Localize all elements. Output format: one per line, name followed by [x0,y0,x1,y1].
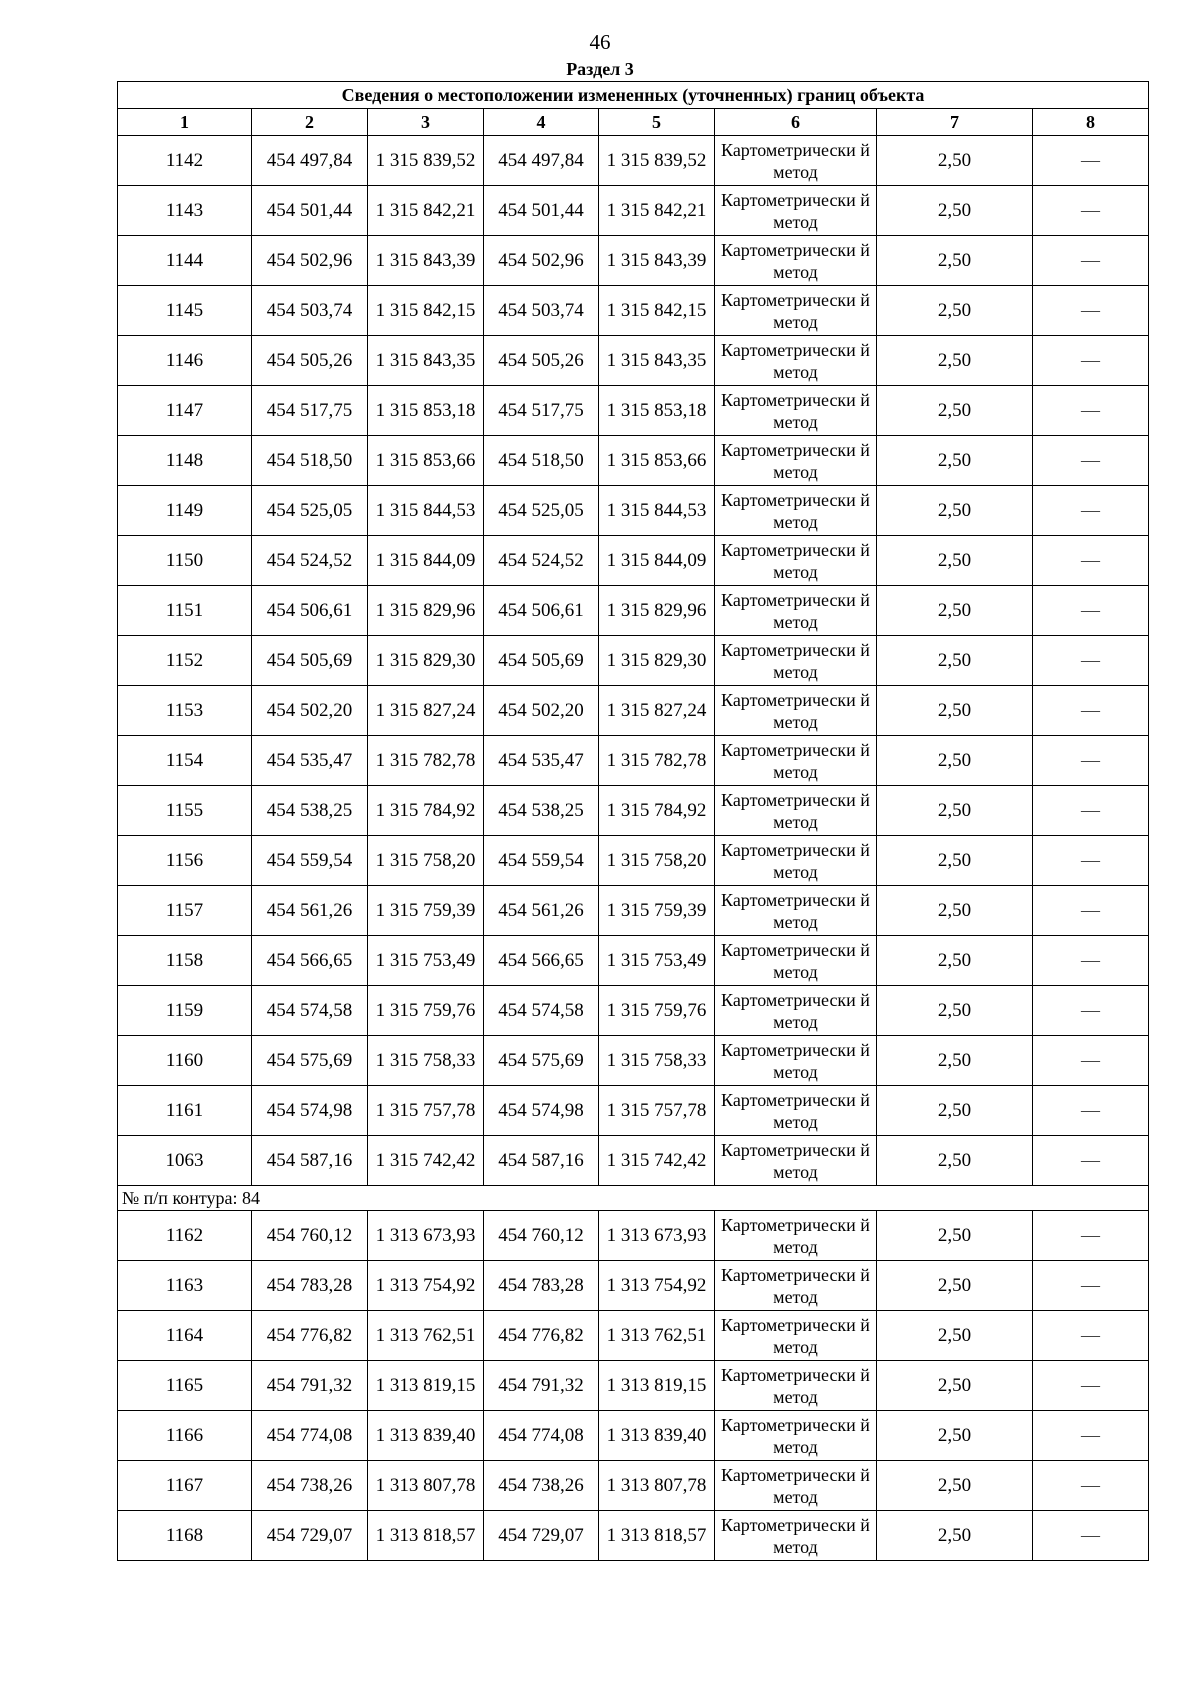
method-cell: Картометрически й метод [715,286,877,336]
method-cell: Картометрически й метод [715,1086,877,1136]
table-row [118,1136,1149,1186]
table-caption: Сведения о местоположении измененных (уточненных) границ объекта [118,82,1149,109]
method-cell: Картометрически й метод [715,886,877,936]
accuracy-cell: 2,50 [877,236,1033,286]
description-cell: — [1033,336,1149,386]
y-old-cell: 1 315 844,53 [368,486,484,536]
y-old-cell: 1 315 742,42 [368,1136,484,1186]
y-new-cell: 1 315 753,49 [599,936,715,986]
x-new-cell: 454 561,26 [484,886,599,936]
table-row [118,286,1149,336]
y-new-cell: 1 315 844,53 [599,486,715,536]
table-row [118,386,1149,436]
x-old-cell: 454 575,69 [252,1036,368,1086]
accuracy-cell: 2,50 [877,936,1033,986]
contour-row [118,1186,1149,1211]
column-number-row [118,109,1149,136]
accuracy-cell: 2,50 [877,986,1033,1036]
y-new-cell: 1 315 757,78 [599,1086,715,1136]
x-new-cell: 454 503,74 [484,286,599,336]
x-new-cell: 454 760,12 [484,1211,599,1261]
y-old-cell: 1 313 807,78 [368,1461,484,1511]
x-new-cell: 454 566,65 [484,936,599,986]
description-cell: — [1033,736,1149,786]
x-old-cell: 454 517,75 [252,386,368,436]
method-cell: Картометрически й метод [715,136,877,186]
table-row [118,636,1149,686]
x-new-cell: 454 783,28 [484,1261,599,1311]
point-number-cell: 1147 [118,386,252,436]
y-new-cell: 1 315 827,24 [599,686,715,736]
point-number-cell: 1159 [118,986,252,1036]
column-number: 7 [877,109,1033,136]
table-row [118,1036,1149,1086]
method-cell: Картометрически й метод [715,1411,877,1461]
description-cell: — [1033,686,1149,736]
accuracy-cell: 2,50 [877,1086,1033,1136]
x-new-cell: 454 791,32 [484,1361,599,1411]
y-old-cell: 1 315 782,78 [368,736,484,786]
x-new-cell: 454 517,75 [484,386,599,436]
x-old-cell: 454 561,26 [252,886,368,936]
point-number-cell: 1168 [118,1511,252,1561]
y-old-cell: 1 315 839,52 [368,136,484,186]
y-new-cell: 1 315 842,21 [599,186,715,236]
x-new-cell: 454 525,05 [484,486,599,536]
x-old-cell: 454 574,58 [252,986,368,1036]
point-number-cell: 1155 [118,786,252,836]
method-cell: Картометрически й метод [715,536,877,586]
y-old-cell: 1 315 843,35 [368,336,484,386]
y-old-cell: 1 315 842,21 [368,186,484,236]
contour-label: № п/п контура: 84 [118,1186,1149,1211]
x-old-cell: 454 535,47 [252,736,368,786]
point-number-cell: 1156 [118,836,252,886]
description-cell: — [1033,1261,1149,1311]
x-old-cell: 454 760,12 [252,1211,368,1261]
description-cell: — [1033,636,1149,686]
y-old-cell: 1 313 819,15 [368,1361,484,1411]
table-row [118,586,1149,636]
table-row [118,1311,1149,1361]
description-cell: — [1033,1036,1149,1086]
column-number: 8 [1033,109,1149,136]
method-cell: Картометрически й метод [715,936,877,986]
y-new-cell: 1 313 818,57 [599,1511,715,1561]
x-old-cell: 454 505,69 [252,636,368,686]
point-number-cell: 1063 [118,1136,252,1186]
x-old-cell: 454 525,05 [252,486,368,536]
table-body [118,136,1149,1561]
method-cell: Картометрически й метод [715,1136,877,1186]
accuracy-cell: 2,50 [877,436,1033,486]
x-new-cell: 454 505,69 [484,636,599,686]
accuracy-cell: 2,50 [877,1511,1033,1561]
method-cell: Картометрически й метод [715,636,877,686]
accuracy-cell: 2,50 [877,836,1033,886]
accuracy-cell: 2,50 [877,1261,1033,1311]
x-old-cell: 454 791,32 [252,1361,368,1411]
x-new-cell: 454 776,82 [484,1311,599,1361]
method-cell: Картометрически й метод [715,586,877,636]
table-row [118,936,1149,986]
table-row [118,1211,1149,1261]
point-number-cell: 1142 [118,136,252,186]
method-cell: Картометрически й метод [715,1511,877,1561]
x-old-cell: 454 566,65 [252,936,368,986]
y-old-cell: 1 315 759,39 [368,886,484,936]
point-number-cell: 1149 [118,486,252,536]
method-cell: Картометрически й метод [715,786,877,836]
x-new-cell: 454 574,58 [484,986,599,1036]
y-new-cell: 1 315 853,18 [599,386,715,436]
table-row [118,736,1149,786]
column-number: 3 [368,109,484,136]
column-number: 6 [715,109,877,136]
table-row [118,686,1149,736]
accuracy-cell: 2,50 [877,886,1033,936]
method-cell: Картометрически й метод [715,836,877,886]
table-row [118,1411,1149,1461]
section-title: Раздел 3 [566,59,634,79]
y-new-cell: 1 313 819,15 [599,1361,715,1411]
column-number: 4 [484,109,599,136]
column-number: 5 [599,109,715,136]
y-old-cell: 1 313 673,93 [368,1211,484,1261]
point-number-cell: 1164 [118,1311,252,1361]
page-number: 46 [589,30,611,54]
y-new-cell: 1 315 829,96 [599,586,715,636]
accuracy-cell: 2,50 [877,586,1033,636]
x-old-cell: 454 506,61 [252,586,368,636]
y-new-cell: 1 315 844,09 [599,536,715,586]
accuracy-cell: 2,50 [877,1361,1033,1411]
description-cell: — [1033,586,1149,636]
x-old-cell: 454 538,25 [252,786,368,836]
y-old-cell: 1 315 829,30 [368,636,484,686]
y-new-cell: 1 313 754,92 [599,1261,715,1311]
y-old-cell: 1 315 757,78 [368,1086,484,1136]
point-number-cell: 1161 [118,1086,252,1136]
x-new-cell: 454 506,61 [484,586,599,636]
accuracy-cell: 2,50 [877,486,1033,536]
point-number-cell: 1150 [118,536,252,586]
y-old-cell: 1 313 818,57 [368,1511,484,1561]
accuracy-cell: 2,50 [877,736,1033,786]
description-cell: — [1033,136,1149,186]
description-cell: — [1033,1211,1149,1261]
x-old-cell: 454 497,84 [252,136,368,186]
y-new-cell: 1 313 673,93 [599,1211,715,1261]
y-new-cell: 1 315 829,30 [599,636,715,686]
table-row [118,1461,1149,1511]
x-new-cell: 454 738,26 [484,1461,599,1511]
method-cell: Картометрически й метод [715,436,877,486]
table-row [118,886,1149,936]
y-new-cell: 1 315 758,20 [599,836,715,886]
point-number-cell: 1165 [118,1361,252,1411]
description-cell: — [1033,1086,1149,1136]
table-row [118,1361,1149,1411]
x-old-cell: 454 559,54 [252,836,368,886]
x-old-cell: 454 738,26 [252,1461,368,1511]
description-cell: — [1033,486,1149,536]
x-old-cell: 454 502,96 [252,236,368,286]
point-number-cell: 1153 [118,686,252,736]
x-new-cell: 454 502,96 [484,236,599,286]
table-row [118,136,1149,186]
accuracy-cell: 2,50 [877,1311,1033,1361]
accuracy-cell: 2,50 [877,136,1033,186]
x-new-cell: 454 559,54 [484,836,599,886]
table-row [118,436,1149,486]
method-cell: Картометрически й метод [715,186,877,236]
x-old-cell: 454 524,52 [252,536,368,586]
point-number-cell: 1158 [118,936,252,986]
description-cell: — [1033,1136,1149,1186]
point-number-cell: 1166 [118,1411,252,1461]
accuracy-cell: 2,50 [877,1036,1033,1086]
table-row [118,1511,1149,1561]
method-cell: Картометрически й метод [715,1461,877,1511]
y-new-cell: 1 315 759,39 [599,886,715,936]
description-cell: — [1033,886,1149,936]
x-new-cell: 454 497,84 [484,136,599,186]
x-old-cell: 454 776,82 [252,1311,368,1361]
y-new-cell: 1 315 759,76 [599,986,715,1036]
description-cell: — [1033,436,1149,486]
method-cell: Картометрически й метод [715,686,877,736]
x-old-cell: 454 774,08 [252,1411,368,1461]
method-cell: Картометрически й метод [715,986,877,1036]
description-cell: — [1033,186,1149,236]
x-new-cell: 454 524,52 [484,536,599,586]
y-new-cell: 1 315 784,92 [599,786,715,836]
y-old-cell: 1 315 827,24 [368,686,484,736]
x-old-cell: 454 505,26 [252,336,368,386]
accuracy-cell: 2,50 [877,536,1033,586]
method-cell: Картометрически й метод [715,336,877,386]
x-old-cell: 454 518,50 [252,436,368,486]
description-cell: — [1033,1361,1149,1411]
description-cell: — [1033,1411,1149,1461]
y-new-cell: 1 315 843,39 [599,236,715,286]
column-number: 1 [118,109,252,136]
accuracy-cell: 2,50 [877,686,1033,736]
point-number-cell: 1143 [118,186,252,236]
x-new-cell: 454 505,26 [484,336,599,386]
description-cell: — [1033,1311,1149,1361]
method-cell: Картометрически й метод [715,386,877,436]
accuracy-cell: 2,50 [877,786,1033,836]
y-new-cell: 1 315 742,42 [599,1136,715,1186]
description-cell: — [1033,986,1149,1036]
description-cell: — [1033,786,1149,836]
point-number-cell: 1154 [118,736,252,786]
x-new-cell: 454 502,20 [484,686,599,736]
method-cell: Картометрически й метод [715,236,877,286]
method-cell: Картометрически й метод [715,1261,877,1311]
table-row [118,1086,1149,1136]
x-old-cell: 454 783,28 [252,1261,368,1311]
method-cell: Картометрически й метод [715,1361,877,1411]
description-cell: — [1033,236,1149,286]
y-new-cell: 1 315 853,66 [599,436,715,486]
accuracy-cell: 2,50 [877,336,1033,386]
x-old-cell: 454 587,16 [252,1136,368,1186]
x-new-cell: 454 501,44 [484,186,599,236]
y-old-cell: 1 315 759,76 [368,986,484,1036]
y-old-cell: 1 315 753,49 [368,936,484,986]
x-old-cell: 454 574,98 [252,1086,368,1136]
x-old-cell: 454 729,07 [252,1511,368,1561]
y-old-cell: 1 313 839,40 [368,1411,484,1461]
x-new-cell: 454 729,07 [484,1511,599,1561]
x-new-cell: 454 774,08 [484,1411,599,1461]
table-row [118,986,1149,1036]
x-old-cell: 454 502,20 [252,686,368,736]
point-number-cell: 1163 [118,1261,252,1311]
x-new-cell: 454 587,16 [484,1136,599,1186]
point-number-cell: 1167 [118,1461,252,1511]
x-new-cell: 454 575,69 [484,1036,599,1086]
x-old-cell: 454 501,44 [252,186,368,236]
description-cell: — [1033,286,1149,336]
description-cell: — [1033,386,1149,436]
y-old-cell: 1 315 853,18 [368,386,484,436]
y-new-cell: 1 315 782,78 [599,736,715,786]
accuracy-cell: 2,50 [877,1461,1033,1511]
method-cell: Картометрически й метод [715,1211,877,1261]
accuracy-cell: 2,50 [877,386,1033,436]
accuracy-cell: 2,50 [877,286,1033,336]
description-cell: — [1033,1461,1149,1511]
y-new-cell: 1 313 807,78 [599,1461,715,1511]
point-number-cell: 1152 [118,636,252,686]
y-old-cell: 1 315 853,66 [368,436,484,486]
accuracy-cell: 2,50 [877,1211,1033,1261]
point-number-cell: 1144 [118,236,252,286]
table-row [118,786,1149,836]
method-cell: Картометрически й метод [715,1311,877,1361]
x-old-cell: 454 503,74 [252,286,368,336]
y-old-cell: 1 313 754,92 [368,1261,484,1311]
point-number-cell: 1146 [118,336,252,386]
point-number-cell: 1162 [118,1211,252,1261]
y-new-cell: 1 315 843,35 [599,336,715,386]
description-cell: — [1033,836,1149,886]
table-row [118,236,1149,286]
table-row [118,336,1149,386]
table-row [118,1261,1149,1311]
accuracy-cell: 2,50 [877,186,1033,236]
accuracy-cell: 2,50 [877,636,1033,686]
y-old-cell: 1 315 758,20 [368,836,484,886]
y-old-cell: 1 315 843,39 [368,236,484,286]
x-new-cell: 454 574,98 [484,1086,599,1136]
point-number-cell: 1157 [118,886,252,936]
y-new-cell: 1 313 762,51 [599,1311,715,1361]
y-new-cell: 1 315 842,15 [599,286,715,336]
method-cell: Картометрически й метод [715,486,877,536]
table-row [118,836,1149,886]
coordinates-table [117,81,1149,1561]
y-old-cell: 1 315 844,09 [368,536,484,586]
y-new-cell: 1 315 839,52 [599,136,715,186]
table-row [118,186,1149,236]
y-new-cell: 1 313 839,40 [599,1411,715,1461]
column-number: 2 [252,109,368,136]
x-new-cell: 454 535,47 [484,736,599,786]
method-cell: Картометрически й метод [715,736,877,786]
method-cell: Картометрически й метод [715,1036,877,1086]
table-row [118,486,1149,536]
accuracy-cell: 2,50 [877,1136,1033,1186]
description-cell: — [1033,936,1149,986]
y-old-cell: 1 313 762,51 [368,1311,484,1361]
y-new-cell: 1 315 758,33 [599,1036,715,1086]
y-old-cell: 1 315 842,15 [368,286,484,336]
table-row [118,536,1149,586]
point-number-cell: 1151 [118,586,252,636]
x-new-cell: 454 538,25 [484,786,599,836]
y-old-cell: 1 315 829,96 [368,586,484,636]
point-number-cell: 1145 [118,286,252,336]
description-cell: — [1033,536,1149,586]
x-new-cell: 454 518,50 [484,436,599,486]
y-old-cell: 1 315 758,33 [368,1036,484,1086]
accuracy-cell: 2,50 [877,1411,1033,1461]
point-number-cell: 1148 [118,436,252,486]
point-number-cell: 1160 [118,1036,252,1086]
y-old-cell: 1 315 784,92 [368,786,484,836]
description-cell: — [1033,1511,1149,1561]
